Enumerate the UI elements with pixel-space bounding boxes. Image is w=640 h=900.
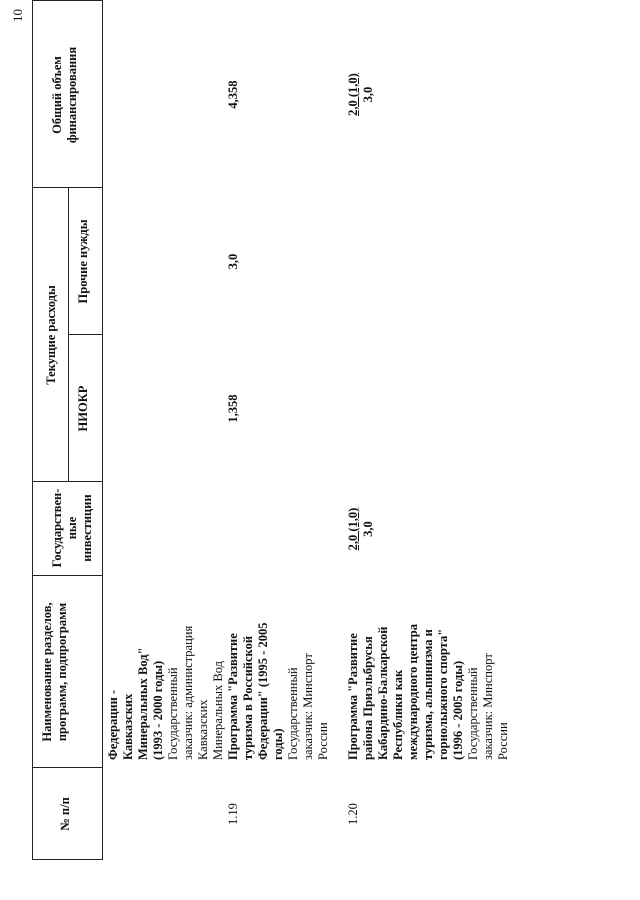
header-total-financing: Общий объем финансирования — [50, 46, 79, 144]
header-number: № п/п — [58, 797, 72, 831]
name-line: Федерации - — [106, 689, 120, 760]
row-number: 1.20 — [346, 803, 360, 825]
header-gov-investments: Государствен-ные инвестиции — [50, 488, 94, 568]
name-line: района Приэльбрусья — [361, 636, 375, 760]
name-line: заказчик: администрация — [181, 625, 195, 760]
header-current-expenses: Текущие расходы — [44, 285, 58, 385]
name-line: Государственный — [166, 667, 180, 760]
total-value: 4,358 — [226, 80, 240, 109]
name-line: Кабардино-Балкарской — [376, 626, 390, 760]
name-line: заказчик: Минспорт — [481, 653, 495, 760]
col-border — [32, 187, 102, 188]
name-line: России — [496, 722, 510, 760]
name-line: Минеральных Вод — [211, 661, 225, 760]
name-line: горнолыжного спорта" — [436, 628, 450, 760]
name-line: (1996 - 2005 годы) — [451, 660, 465, 760]
name-line: (1993 - 2000 годы) — [151, 660, 165, 760]
name-line: туризма в Российской — [241, 635, 255, 760]
gov-investments-value — [346, 482, 376, 576]
row-name — [346, 576, 511, 760]
total-bottom: 3,0 — [361, 86, 375, 103]
total-value — [346, 1, 376, 188]
gov-investments-bottom: 3,0 — [361, 521, 375, 537]
row-name — [226, 576, 331, 760]
col-border — [32, 575, 102, 576]
row-name — [106, 576, 226, 760]
name-line: Программа "Развитие — [346, 633, 360, 760]
name-line: Программа "Развитие — [226, 633, 240, 760]
header-niokr: НИОКР — [76, 385, 90, 432]
total-top: 2,0 (1,0) — [346, 73, 360, 116]
financing-table — [32, 0, 580, 860]
name-line: Федерации" (1995 - 2005 — [256, 622, 270, 760]
header-name: Наименование разделов, программ, подпрограмм — [40, 602, 69, 742]
name-line: Минеральных Вод" — [136, 647, 150, 760]
name-line: Кавказских — [196, 699, 210, 760]
gov-investments-top: 2,0 (1,0) — [346, 507, 360, 551]
row-number: 1.19 — [226, 803, 240, 825]
col-border — [32, 481, 102, 482]
name-line: Государственный — [466, 667, 480, 760]
name-line: Государственный — [286, 667, 300, 760]
name-line: годы) — [271, 728, 285, 760]
name-line: туризма, альпинизма и — [421, 629, 435, 760]
name-line: заказчик: Минспорт — [301, 653, 315, 760]
table-top-border — [32, 0, 33, 860]
current-expenses-divider — [68, 188, 69, 482]
col-border — [32, 0, 102, 1]
header-bottom-border — [102, 0, 103, 860]
name-line: Кавказских — [121, 693, 135, 760]
name-line: России — [316, 722, 330, 760]
name-line: Республики как — [391, 669, 405, 760]
niokr-value: 1,358 — [226, 394, 240, 423]
name-line: международного центра — [406, 624, 420, 760]
page-number: 10 — [10, 9, 25, 22]
header-other-needs: Прочие нужды — [76, 219, 90, 304]
other-needs-value: 3,0 — [226, 253, 240, 270]
